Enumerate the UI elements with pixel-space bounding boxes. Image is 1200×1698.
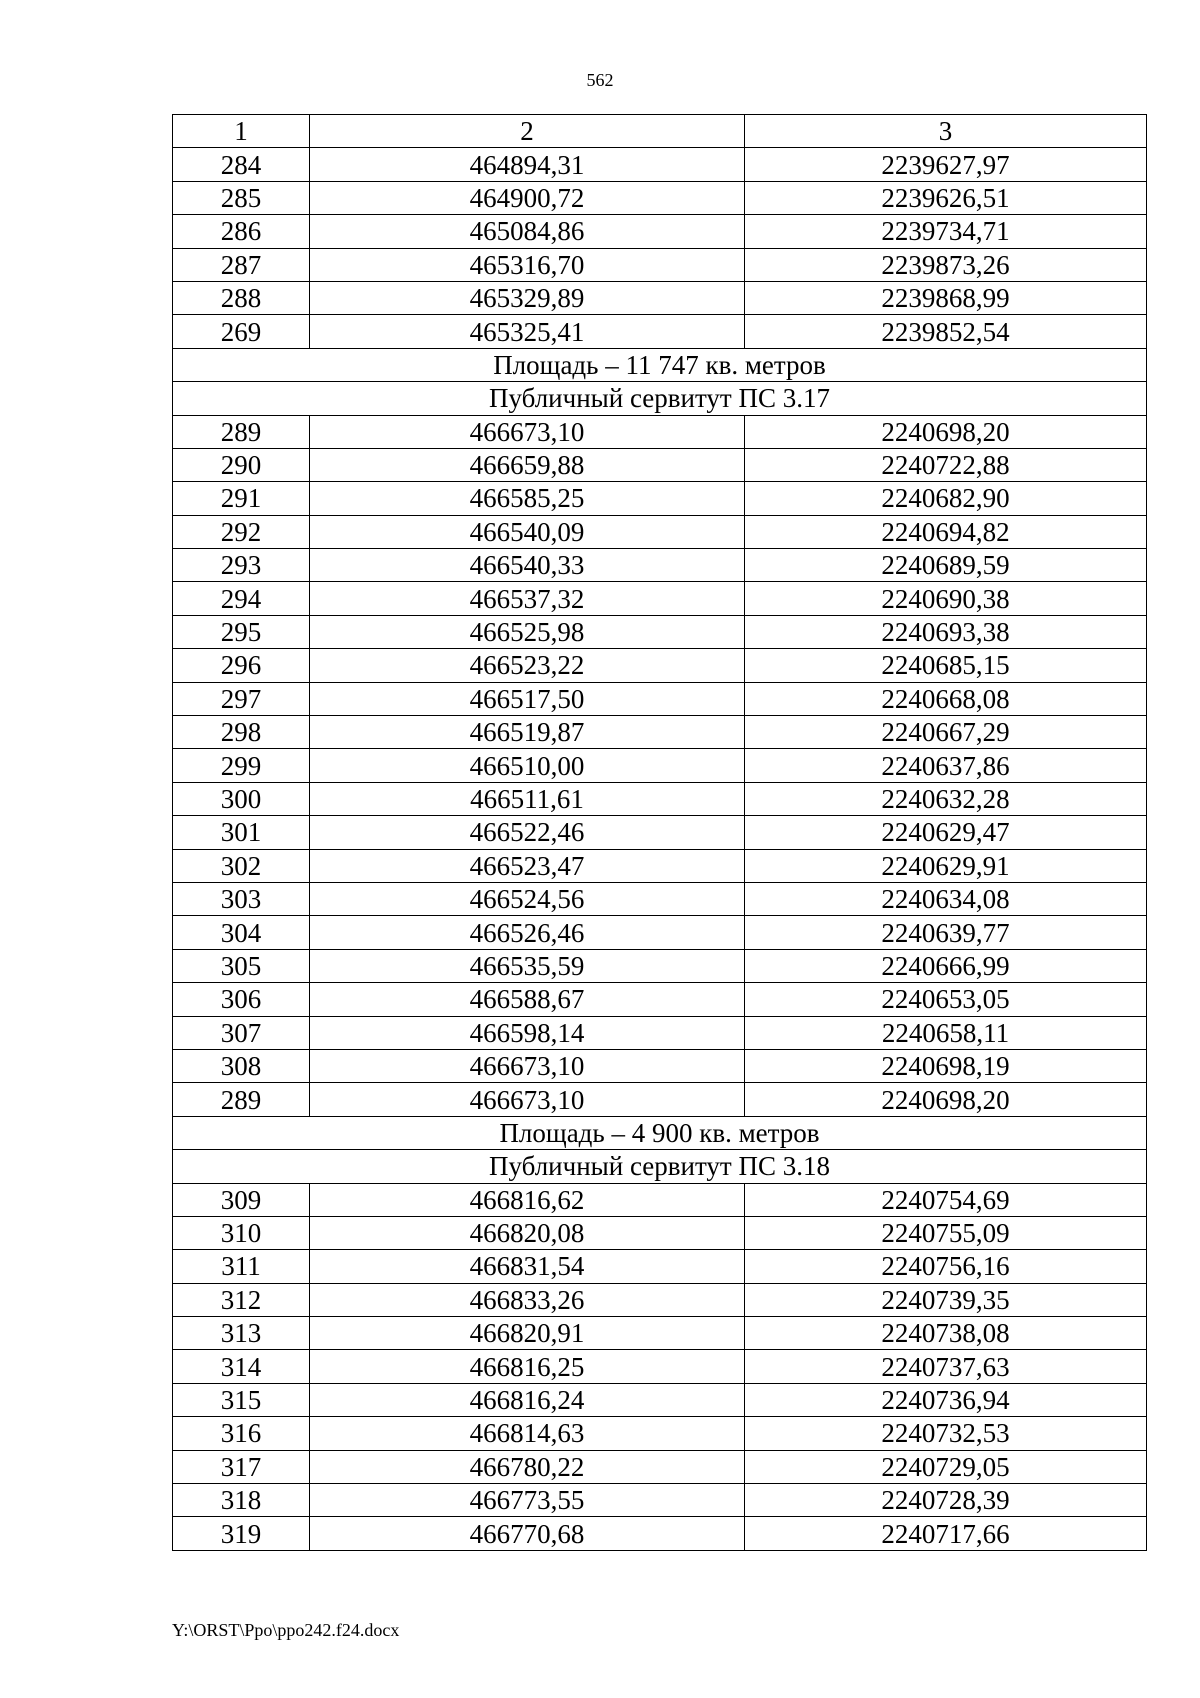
- point-number-cell: 299: [173, 749, 310, 782]
- y-coordinate-cell: 2240685,15: [745, 649, 1147, 682]
- table-row: [173, 749, 1147, 782]
- x-coordinate-cell: 465084,86: [310, 215, 745, 248]
- table-row: [173, 949, 1147, 982]
- x-coordinate-cell: 466833,26: [310, 1283, 745, 1316]
- x-coordinate-cell: 466524,56: [310, 882, 745, 915]
- y-coordinate-cell: 2239627,97: [745, 148, 1147, 181]
- section-title: Публичный сервитут ПС 3.18: [173, 1150, 1147, 1183]
- x-coordinate-cell: 466659,88: [310, 448, 745, 481]
- table-row: [173, 215, 1147, 248]
- section-title: Публичный сервитут ПС 3.17: [173, 382, 1147, 415]
- table-row: [173, 1250, 1147, 1283]
- x-coordinate-cell: 466522,46: [310, 816, 745, 849]
- table-row: [173, 1183, 1147, 1216]
- point-number-cell: 292: [173, 515, 310, 548]
- section2-rows: [173, 415, 1147, 1116]
- y-coordinate-cell: 2240682,90: [745, 482, 1147, 515]
- coordinates-table: [172, 114, 1147, 1551]
- point-number-cell: 286: [173, 215, 310, 248]
- x-coordinate-cell: 466816,62: [310, 1183, 745, 1216]
- y-coordinate-cell: 2240693,38: [745, 615, 1147, 648]
- x-coordinate-cell: 466535,59: [310, 949, 745, 982]
- x-coordinate-cell: 466510,00: [310, 749, 745, 782]
- point-number-cell: 311: [173, 1250, 310, 1283]
- point-number-cell: 304: [173, 916, 310, 949]
- y-coordinate-cell: 2240722,88: [745, 448, 1147, 481]
- table-row: [173, 415, 1147, 448]
- point-number-cell: 312: [173, 1283, 310, 1316]
- point-number-cell: 284: [173, 148, 310, 181]
- point-number-cell: 305: [173, 949, 310, 982]
- y-coordinate-cell: 2240689,59: [745, 549, 1147, 582]
- table-row: [173, 1383, 1147, 1416]
- table-header-row: [173, 115, 1147, 148]
- y-coordinate-cell: 2239734,71: [745, 215, 1147, 248]
- table-row: [173, 1049, 1147, 1082]
- table-row: [173, 816, 1147, 849]
- point-number-cell: 307: [173, 1016, 310, 1049]
- x-coordinate-cell: 466770,68: [310, 1517, 745, 1550]
- x-coordinate-cell: 464894,31: [310, 148, 745, 181]
- point-number-cell: 295: [173, 615, 310, 648]
- y-coordinate-cell: 2240728,39: [745, 1484, 1147, 1517]
- point-number-cell: 285: [173, 181, 310, 214]
- y-coordinate-cell: 2239852,54: [745, 315, 1147, 348]
- x-coordinate-cell: 465325,41: [310, 315, 745, 348]
- point-number-cell: 298: [173, 716, 310, 749]
- table-row: [173, 649, 1147, 682]
- x-coordinate-cell: 466511,61: [310, 782, 745, 815]
- point-number-cell: 309: [173, 1183, 310, 1216]
- x-coordinate-cell: 466816,24: [310, 1383, 745, 1416]
- table-row: [173, 1216, 1147, 1249]
- y-coordinate-cell: 2240639,77: [745, 916, 1147, 949]
- table-row: [173, 615, 1147, 648]
- table-row: [173, 849, 1147, 882]
- section3-rows: [173, 1183, 1147, 1550]
- y-coordinate-cell: 2240666,99: [745, 949, 1147, 982]
- table-row: [173, 248, 1147, 281]
- section1-rows: [173, 148, 1147, 348]
- y-coordinate-cell: 2239626,51: [745, 181, 1147, 214]
- point-number-cell: 303: [173, 882, 310, 915]
- point-number-cell: 317: [173, 1450, 310, 1483]
- x-coordinate-cell: 466537,32: [310, 582, 745, 615]
- table-row: [173, 1317, 1147, 1350]
- table-row: [173, 582, 1147, 615]
- table-row: [173, 1350, 1147, 1383]
- x-coordinate-cell: 466780,22: [310, 1450, 745, 1483]
- y-coordinate-cell: 2240653,05: [745, 983, 1147, 1016]
- table-row: [173, 782, 1147, 815]
- table-row: [173, 1283, 1147, 1316]
- y-coordinate-cell: 2240738,08: [745, 1317, 1147, 1350]
- y-coordinate-cell: 2240629,47: [745, 816, 1147, 849]
- x-coordinate-cell: 466820,08: [310, 1216, 745, 1249]
- point-number-cell: 319: [173, 1517, 310, 1550]
- x-coordinate-cell: 466540,33: [310, 549, 745, 582]
- area-row: [173, 1116, 1147, 1149]
- x-coordinate-cell: 466517,50: [310, 682, 745, 715]
- x-coordinate-cell: 466523,47: [310, 849, 745, 882]
- point-number-cell: 300: [173, 782, 310, 815]
- table-row: [173, 448, 1147, 481]
- table-row: [173, 1484, 1147, 1517]
- page-number: 562: [586, 70, 614, 90]
- y-coordinate-cell: 2240755,09: [745, 1216, 1147, 1249]
- point-number-cell: 313: [173, 1317, 310, 1350]
- table-row: [173, 1083, 1147, 1116]
- table-row: [173, 916, 1147, 949]
- section-title-row: [173, 382, 1147, 415]
- x-coordinate-cell: 466673,10: [310, 415, 745, 448]
- y-coordinate-cell: 2240637,86: [745, 749, 1147, 782]
- x-coordinate-cell: 466540,09: [310, 515, 745, 548]
- y-coordinate-cell: 2240698,20: [745, 415, 1147, 448]
- x-coordinate-cell: 466525,98: [310, 615, 745, 648]
- y-coordinate-cell: 2240629,91: [745, 849, 1147, 882]
- point-number-cell: 308: [173, 1049, 310, 1082]
- point-number-cell: 297: [173, 682, 310, 715]
- point-number-cell: 289: [173, 1083, 310, 1116]
- table-row: [173, 549, 1147, 582]
- y-coordinate-cell: 2240729,05: [745, 1450, 1147, 1483]
- x-coordinate-cell: 466523,22: [310, 649, 745, 682]
- x-coordinate-cell: 466831,54: [310, 1250, 745, 1283]
- point-number-cell: 289: [173, 415, 310, 448]
- point-number-cell: 290: [173, 448, 310, 481]
- y-coordinate-cell: 2240754,69: [745, 1183, 1147, 1216]
- table-row: [173, 1517, 1147, 1550]
- y-coordinate-cell: 2240668,08: [745, 682, 1147, 715]
- point-number-cell: 315: [173, 1383, 310, 1416]
- table-row: [173, 682, 1147, 715]
- x-coordinate-cell: 466673,10: [310, 1049, 745, 1082]
- table-row: [173, 515, 1147, 548]
- y-coordinate-cell: 2240694,82: [745, 515, 1147, 548]
- y-coordinate-cell: 2240698,20: [745, 1083, 1147, 1116]
- point-number-cell: 294: [173, 582, 310, 615]
- point-number-cell: 318: [173, 1484, 310, 1517]
- table-row: [173, 482, 1147, 515]
- table-row: [173, 882, 1147, 915]
- section-title-row: [173, 1150, 1147, 1183]
- point-number-cell: 288: [173, 281, 310, 314]
- y-coordinate-cell: 2240739,35: [745, 1283, 1147, 1316]
- x-coordinate-cell: 464900,72: [310, 181, 745, 214]
- point-number-cell: 302: [173, 849, 310, 882]
- point-number-cell: 287: [173, 248, 310, 281]
- header-cell-point: 1: [173, 115, 310, 148]
- x-coordinate-cell: 466598,14: [310, 1016, 745, 1049]
- table-row: [173, 181, 1147, 214]
- y-coordinate-cell: 2240658,11: [745, 1016, 1147, 1049]
- x-coordinate-cell: 466585,25: [310, 482, 745, 515]
- point-number-cell: 269: [173, 315, 310, 348]
- point-number-cell: 316: [173, 1417, 310, 1450]
- table-row: [173, 315, 1147, 348]
- y-coordinate-cell: 2240756,16: [745, 1250, 1147, 1283]
- y-coordinate-cell: 2239873,26: [745, 248, 1147, 281]
- x-coordinate-cell: 466816,25: [310, 1350, 745, 1383]
- point-number-cell: 291: [173, 482, 310, 515]
- y-coordinate-cell: 2240732,53: [745, 1417, 1147, 1450]
- y-coordinate-cell: 2240632,28: [745, 782, 1147, 815]
- y-coordinate-cell: 2240698,19: [745, 1049, 1147, 1082]
- header-cell-x: 2: [310, 115, 745, 148]
- x-coordinate-cell: 466526,46: [310, 916, 745, 949]
- y-coordinate-cell: 2240690,38: [745, 582, 1147, 615]
- table-row: [173, 716, 1147, 749]
- y-coordinate-cell: 2239868,99: [745, 281, 1147, 314]
- header-cell-y: 3: [745, 115, 1147, 148]
- point-number-cell: 301: [173, 816, 310, 849]
- y-coordinate-cell: 2240667,29: [745, 716, 1147, 749]
- x-coordinate-cell: 466773,55: [310, 1484, 745, 1517]
- point-number-cell: 293: [173, 549, 310, 582]
- footer-file-path: Y:\ORST\Ppo\ppo242.f24.docx: [172, 1620, 400, 1640]
- x-coordinate-cell: 465316,70: [310, 248, 745, 281]
- table-row: [173, 1016, 1147, 1049]
- area-label: Площадь – 11 747 кв. метров: [173, 348, 1147, 381]
- table-row: [173, 281, 1147, 314]
- point-number-cell: 314: [173, 1350, 310, 1383]
- y-coordinate-cell: 2240717,66: [745, 1517, 1147, 1550]
- x-coordinate-cell: 466519,87: [310, 716, 745, 749]
- table-row: [173, 1417, 1147, 1450]
- area-row: [173, 348, 1147, 381]
- y-coordinate-cell: 2240736,94: [745, 1383, 1147, 1416]
- x-coordinate-cell: 466820,91: [310, 1317, 745, 1350]
- table-row: [173, 148, 1147, 181]
- table-row: [173, 983, 1147, 1016]
- y-coordinate-cell: 2240737,63: [745, 1350, 1147, 1383]
- point-number-cell: 310: [173, 1216, 310, 1249]
- x-coordinate-cell: 466673,10: [310, 1083, 745, 1116]
- x-coordinate-cell: 466588,67: [310, 983, 745, 1016]
- x-coordinate-cell: 465329,89: [310, 281, 745, 314]
- x-coordinate-cell: 466814,63: [310, 1417, 745, 1450]
- point-number-cell: 296: [173, 649, 310, 682]
- y-coordinate-cell: 2240634,08: [745, 882, 1147, 915]
- area-label: Площадь – 4 900 кв. метров: [173, 1116, 1147, 1149]
- table-row: [173, 1450, 1147, 1483]
- point-number-cell: 306: [173, 983, 310, 1016]
